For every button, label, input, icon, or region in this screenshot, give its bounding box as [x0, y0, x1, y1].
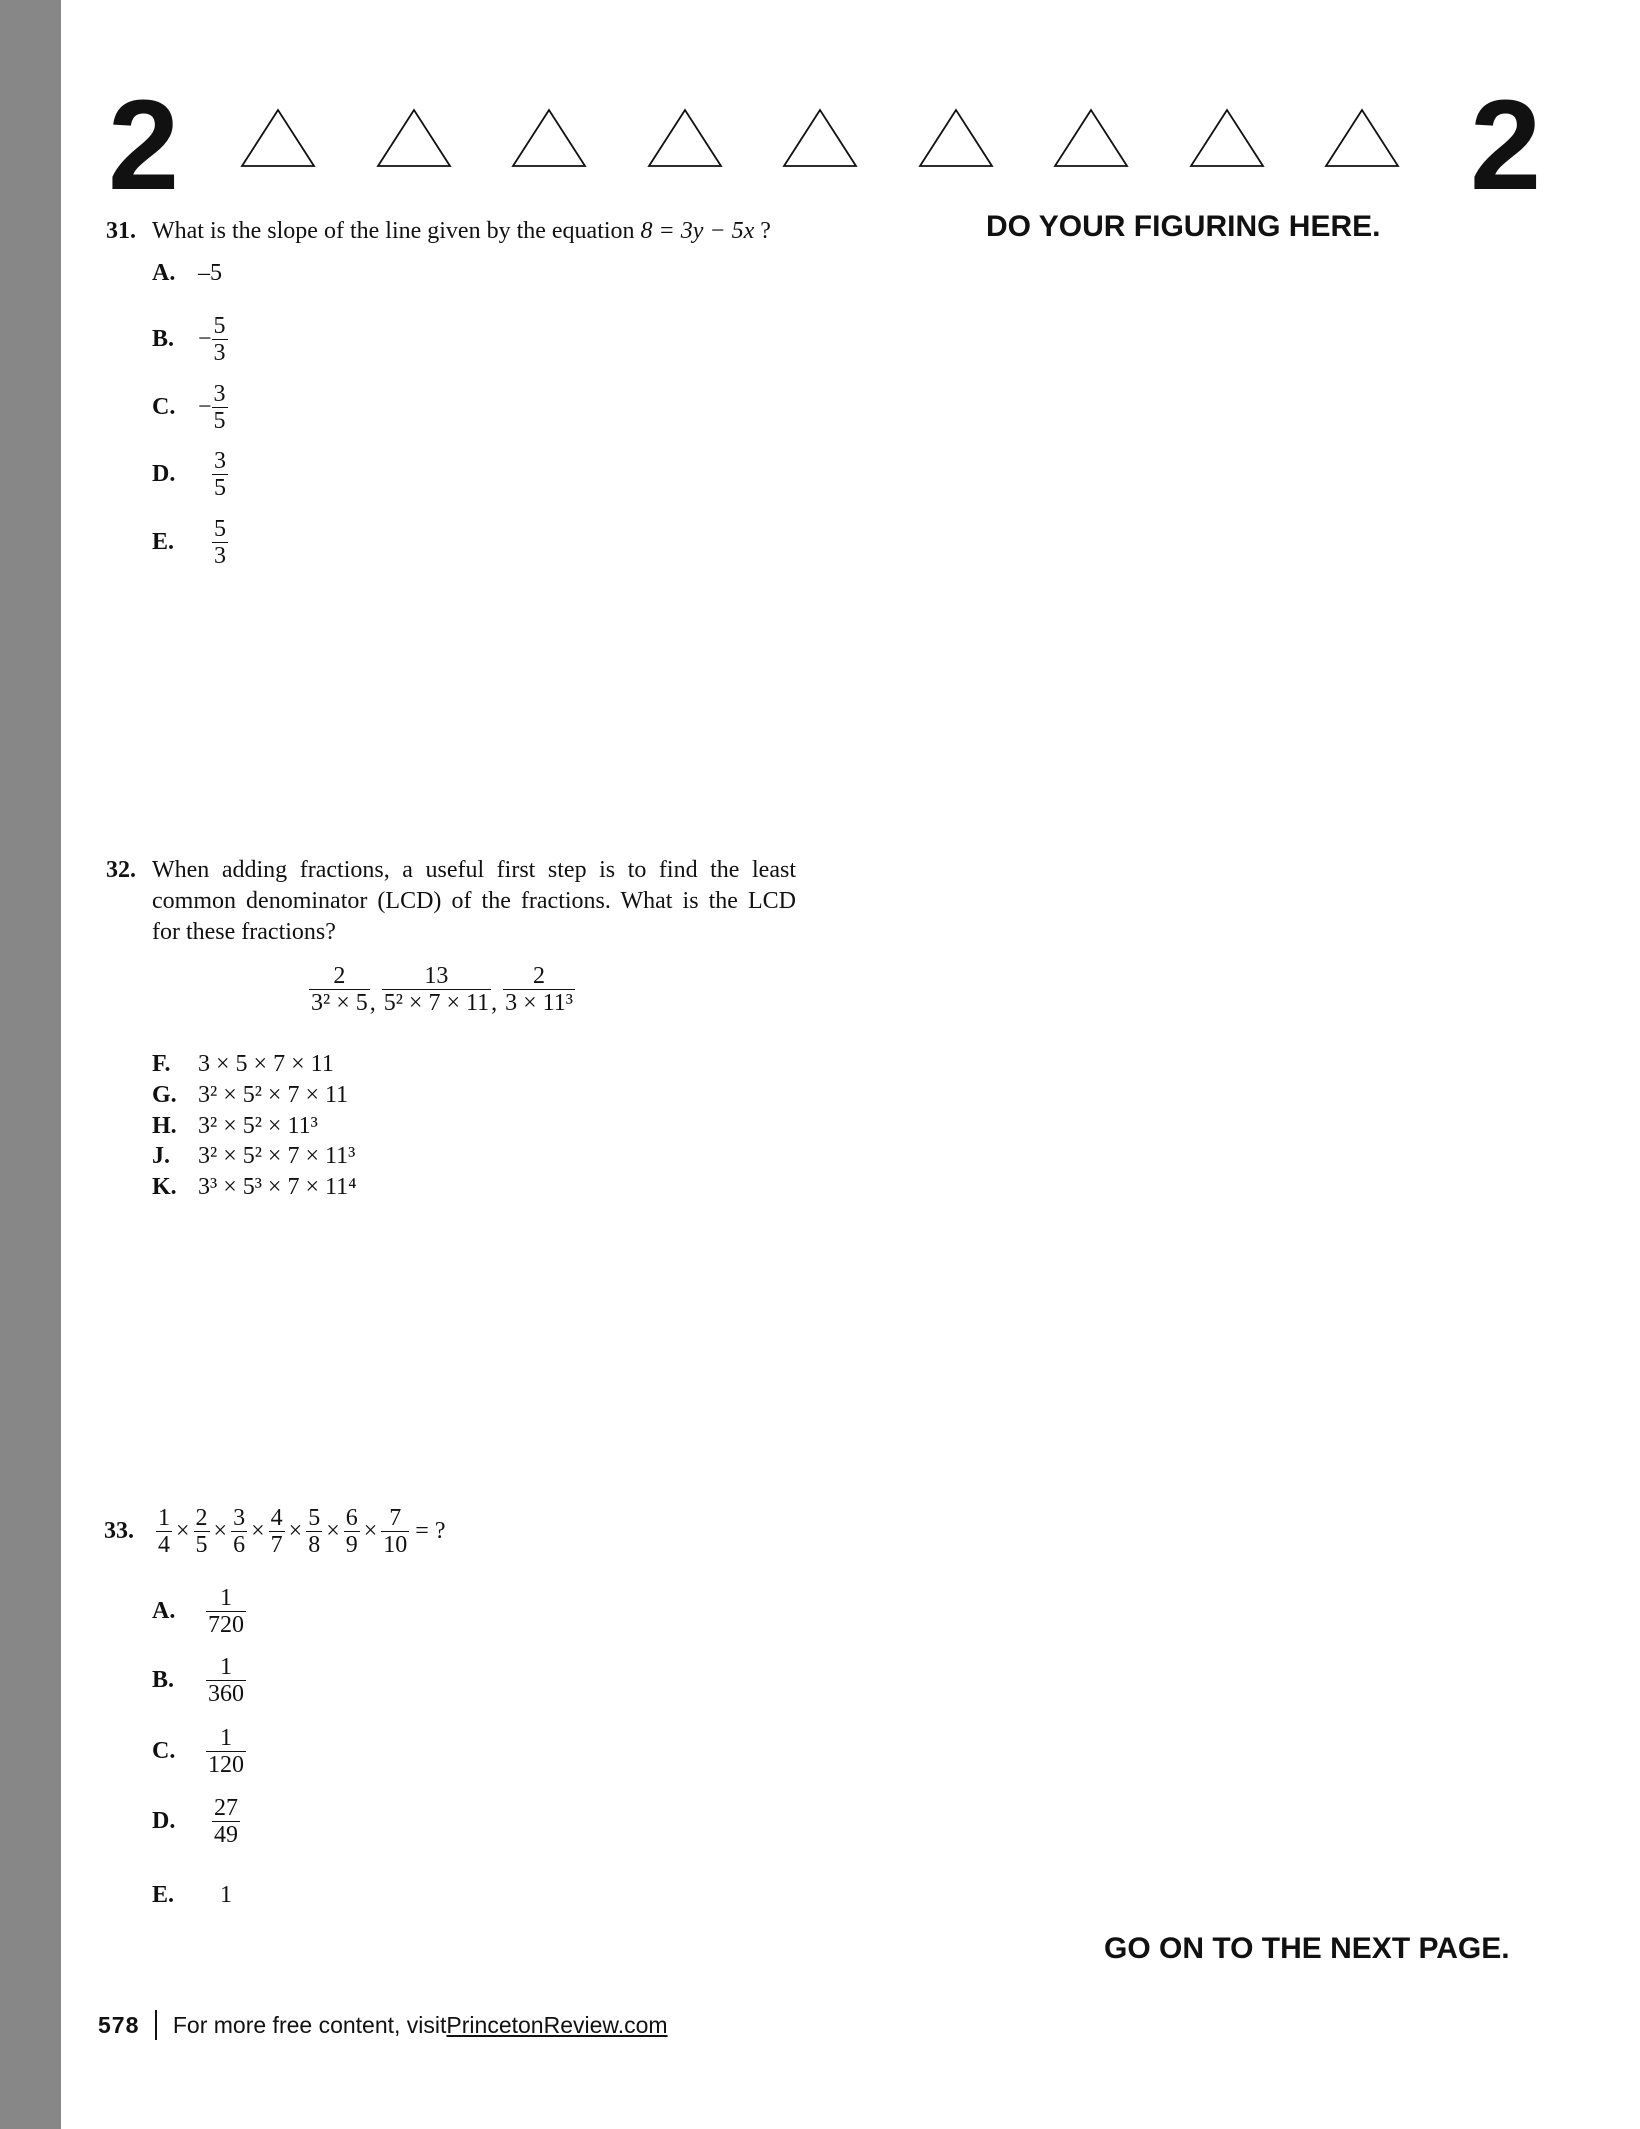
triangle-icon	[1324, 108, 1400, 168]
choice-31-c[interactable]	[152, 381, 228, 435]
choice-32-k[interactable]	[152, 1175, 356, 1199]
fraction	[206, 1654, 246, 1708]
fraction	[269, 1505, 285, 1559]
fraction	[309, 963, 370, 1017]
choice-32-h[interactable]	[152, 1114, 318, 1138]
numerator: 3	[213, 381, 226, 407]
minus-sign: −	[198, 394, 212, 421]
question-number: 33.	[104, 1518, 134, 1545]
fraction	[212, 516, 228, 570]
denominator: 3	[214, 543, 226, 570]
section-number-left: 2	[108, 74, 180, 217]
choice-33-b[interactable]	[152, 1654, 246, 1708]
choice-label: E.	[152, 1882, 175, 1908]
fraction	[212, 381, 228, 435]
section-number-right: 2	[1470, 74, 1542, 217]
denominator: 5² × 7 × 11	[383, 990, 490, 1017]
denominator: 6	[233, 1532, 246, 1559]
numerator: 1	[158, 1505, 170, 1531]
choice-32-g[interactable]	[152, 1083, 348, 1107]
footer-divider	[155, 2010, 157, 2040]
question-text-line: for these fractions?	[152, 919, 336, 945]
denominator: 720	[208, 1612, 244, 1639]
times-sign: ×	[363, 1518, 378, 1545]
choice-label: A.	[152, 1598, 176, 1625]
page-number: 578	[98, 2011, 140, 2038]
denominator: 3 × 11³	[505, 990, 573, 1017]
choice-value: 3² × 5² × 7 × 11	[198, 1082, 349, 1108]
choice-label: B.	[152, 1667, 175, 1694]
numerator: 1	[220, 1654, 232, 1680]
fraction	[231, 1505, 247, 1559]
choice-label: B.	[152, 326, 175, 353]
princeton-review-link[interactable]: PrincetonReview.com	[446, 2011, 668, 2038]
fraction	[503, 963, 575, 1017]
numerator: 7	[389, 1505, 402, 1531]
choice-31-b[interactable]	[152, 313, 228, 367]
choice-value: 1	[220, 1882, 232, 1908]
page-edge-bar	[0, 0, 61, 2129]
choice-31-d[interactable]	[152, 448, 228, 502]
triangle-icon	[1189, 108, 1265, 168]
question-text-line: common denominator (LCD) of the fractions. What is the LCD	[152, 888, 796, 914]
choice-value: –5	[198, 260, 222, 286]
fraction	[381, 1505, 409, 1559]
denominator: 10	[383, 1532, 408, 1559]
question-number: 31.	[106, 218, 136, 244]
denominator: 5	[214, 475, 226, 502]
question-mark: ?	[754, 218, 771, 244]
denominator: 8	[308, 1532, 321, 1559]
minus-sign: −	[198, 326, 212, 353]
choice-label: C.	[152, 394, 176, 421]
numerator: 5	[308, 1505, 321, 1531]
choice-label: H.	[152, 1113, 177, 1139]
denominator: 5	[213, 408, 226, 435]
question-32	[106, 855, 796, 948]
numerator: 2	[333, 963, 346, 989]
denominator: 360	[208, 1681, 244, 1708]
choice-label: J.	[152, 1143, 170, 1169]
fraction	[382, 963, 491, 1017]
times-sign: ×	[251, 1518, 265, 1545]
numerator: 13	[424, 963, 449, 989]
numerator: 4	[270, 1505, 283, 1531]
fraction	[206, 1585, 246, 1639]
triangle-icon	[918, 108, 994, 168]
denominator: 120	[208, 1752, 244, 1779]
numerator: 2	[533, 963, 546, 989]
triangle-icon	[1053, 108, 1129, 168]
choice-31-e[interactable]	[152, 516, 228, 570]
equation: 8 = 3y − 5x	[640, 218, 755, 244]
fraction	[212, 313, 228, 367]
lcd-fractions: $\frac{2}{\text{3² × 5}}$ , $\frac{13}{\text{5² × 7 × 11}}$ , $\frac{2}{\text{3 × 11³}}$	[311, 963, 573, 1017]
question-text: What is the slope of the line given by the equation	[152, 218, 641, 244]
times-sign: ×	[326, 1518, 340, 1545]
question-33	[104, 1505, 445, 1559]
fraction	[212, 1795, 240, 1849]
triangle-icon	[376, 108, 452, 168]
numerator: 2	[195, 1505, 208, 1531]
triangle-icon	[782, 108, 858, 168]
product-expression	[156, 1505, 445, 1559]
choice-label: D.	[152, 1808, 176, 1835]
numerator: 1	[220, 1725, 232, 1751]
triangle-icon	[647, 108, 723, 168]
denominator: 4	[158, 1532, 170, 1559]
question-text-line: When adding fractions, a useful first step is to find the least	[152, 857, 796, 883]
choice-label: E.	[152, 529, 175, 556]
times-sign: ×	[213, 1518, 228, 1545]
footer-text: For more free content, visit	[172, 2011, 447, 2038]
question-number: 32.	[106, 857, 136, 883]
choice-31-a[interactable]	[152, 260, 222, 287]
fraction	[344, 1505, 360, 1559]
choice-33-c[interactable]	[152, 1725, 246, 1779]
choice-label: F.	[152, 1051, 171, 1077]
choice-label: D.	[152, 461, 176, 488]
choice-label: C.	[152, 1738, 176, 1765]
denominator: 3	[213, 340, 226, 367]
numerator: 27	[214, 1795, 238, 1821]
numerator: 3	[214, 448, 226, 474]
figuring-label: DO YOUR FIGURING HERE.	[986, 210, 1381, 243]
choice-33-d[interactable]	[152, 1795, 240, 1849]
numerator: 3	[233, 1505, 246, 1531]
fraction	[194, 1505, 210, 1559]
numerator: 5	[213, 313, 226, 339]
choice-value: 3 × 5 × 7 × 11	[198, 1051, 334, 1077]
equals-question: = ?	[415, 1518, 446, 1545]
choice-33-a[interactable]	[152, 1585, 246, 1639]
fraction	[156, 1505, 172, 1559]
numerator: 1	[220, 1585, 232, 1611]
footer	[98, 2010, 668, 2040]
denominator: 7	[270, 1532, 283, 1559]
fraction	[306, 1505, 322, 1559]
choice-label: G.	[152, 1082, 177, 1108]
choice-value: 3² × 5² × 7 × 11³	[198, 1143, 356, 1169]
choice-value: 3³ × 5³ × 7 × 11⁴	[198, 1174, 357, 1200]
times-sign: ×	[288, 1518, 303, 1545]
numerator: 5	[214, 516, 226, 542]
choice-33-e[interactable]	[152, 1882, 232, 1909]
question-31	[106, 218, 771, 245]
choice-32-j[interactable]	[152, 1144, 355, 1168]
triangle-icon	[511, 108, 587, 168]
choice-label: K.	[152, 1174, 177, 1200]
choice-label: A.	[152, 260, 176, 286]
denominator: 3² × 5	[311, 990, 368, 1017]
choice-32-f[interactable]	[152, 1052, 334, 1076]
fraction	[206, 1725, 246, 1779]
denominator: 5	[195, 1532, 208, 1559]
times-sign: ×	[176, 1518, 190, 1545]
fraction	[212, 448, 228, 502]
denominator: 49	[214, 1822, 238, 1849]
triangle-icon	[240, 108, 316, 168]
go-on-label: GO ON TO THE NEXT PAGE.	[1104, 1932, 1510, 1965]
choice-value: 3² × 5² × 11³	[198, 1113, 318, 1139]
numerator: 6	[345, 1505, 358, 1531]
denominator: 9	[345, 1532, 358, 1559]
